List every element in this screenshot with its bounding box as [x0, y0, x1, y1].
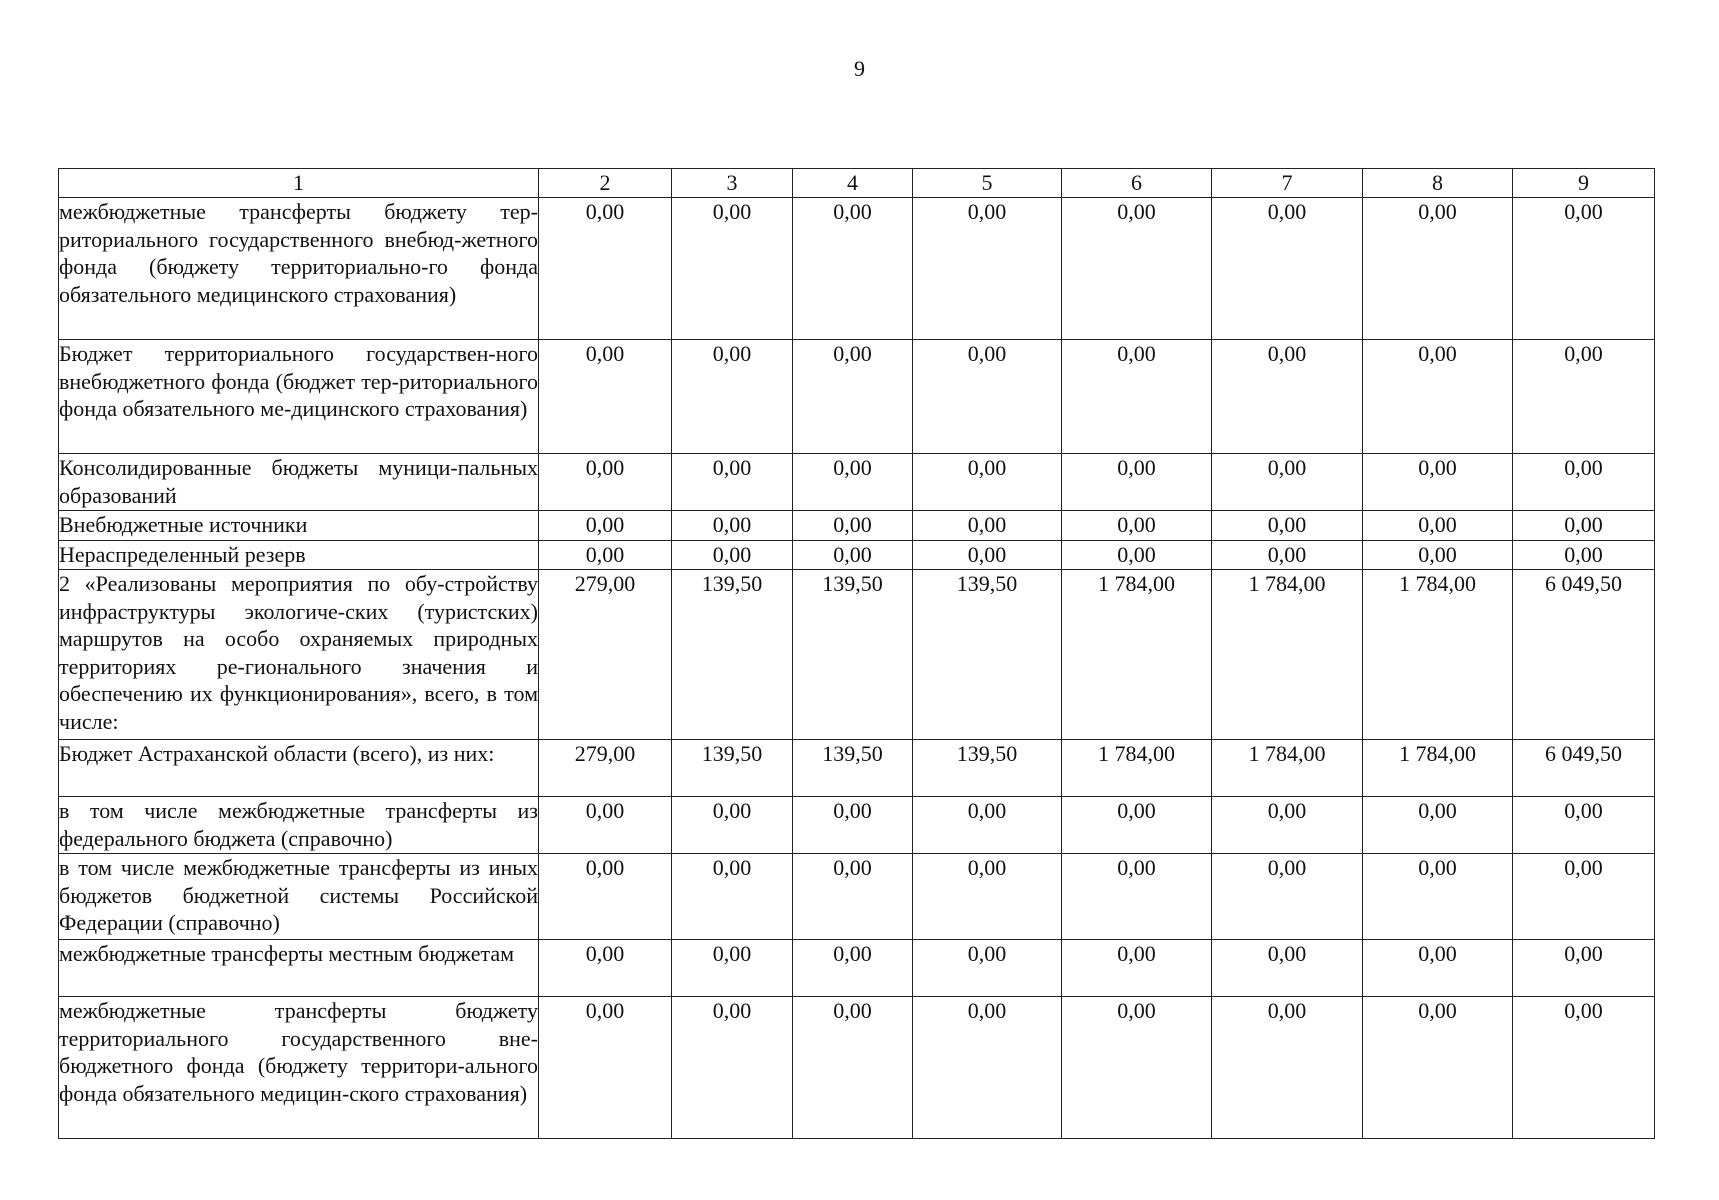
row-label: Бюджет территориального государствен-ного внебюджетного фонда (бюджет тер-риториального фонда обязательного ме-дицинского страхования) [59, 340, 539, 454]
row-value: 0,00 [1062, 511, 1212, 541]
row-value: 0,00 [1513, 797, 1655, 854]
row-value: 0,00 [793, 198, 913, 340]
row-value: 0,00 [1513, 940, 1655, 997]
row-label: межбюджетные трансферты бюджету тер-риториального государственного внебюд-жетного фонда (бюджету территориально-го фонда обязательного медицинского страхования) [59, 198, 539, 340]
budget-table [58, 168, 1655, 1139]
row-value: 0,00 [913, 340, 1062, 454]
row-value: 0,00 [672, 198, 793, 340]
table-row [59, 541, 1655, 570]
row-value: 0,00 [1212, 854, 1363, 940]
row-value: 1 784,00 [1363, 740, 1513, 797]
row-value: 0,00 [913, 511, 1062, 541]
row-value: 0,00 [1513, 454, 1655, 511]
row-value: 139,50 [913, 740, 1062, 797]
row-value: 139,50 [672, 570, 793, 740]
row-value: 0,00 [913, 797, 1062, 854]
row-value: 0,00 [1363, 940, 1513, 997]
row-value: 0,00 [1062, 997, 1212, 1139]
table-row [59, 854, 1655, 940]
row-value: 0,00 [1363, 854, 1513, 940]
row-label: Консолидированные бюджеты муници-пальных образований [59, 454, 539, 511]
row-value: 0,00 [1363, 511, 1513, 541]
row-value: 0,00 [793, 340, 913, 454]
row-value: 0,00 [672, 454, 793, 511]
table-row [59, 940, 1655, 997]
row-value: 6 049,50 [1513, 740, 1655, 797]
row-label: 2 «Реализованы мероприятия по обу-стройству инфраструктуры экологиче-ских (туристских) маршрутов на особо охраняемых природных территориях ре-гионального значения и обеспечению их функционирования», всего, в том числе: [59, 570, 539, 740]
row-value: 0,00 [793, 854, 913, 940]
row-value: 0,00 [793, 940, 913, 997]
row-value: 0,00 [539, 511, 672, 541]
table-row [59, 997, 1655, 1139]
row-label: в том числе межбюджетные трансферты из иных бюджетов бюджетной системы Российской Федерации (справочно) [59, 854, 539, 940]
row-value: 0,00 [913, 454, 1062, 511]
row-label: в том числе межбюджетные трансферты из федерального бюджета (справочно) [59, 797, 539, 854]
row-label: Нераспределенный резерв [59, 541, 539, 570]
row-value: 0,00 [1062, 454, 1212, 511]
row-value: 139,50 [913, 570, 1062, 740]
column-header: 9 [1513, 169, 1655, 198]
row-value: 0,00 [793, 797, 913, 854]
row-value: 0,00 [1363, 797, 1513, 854]
row-value: 0,00 [1513, 997, 1655, 1139]
row-value: 0,00 [1062, 854, 1212, 940]
row-value: 0,00 [1062, 340, 1212, 454]
row-value: 0,00 [539, 198, 672, 340]
row-value: 0,00 [1062, 541, 1212, 570]
row-value: 139,50 [793, 570, 913, 740]
row-value: 0,00 [1513, 198, 1655, 340]
row-value: 0,00 [672, 854, 793, 940]
row-value: 0,00 [793, 997, 913, 1139]
row-value: 0,00 [1062, 940, 1212, 997]
row-value: 0,00 [1212, 997, 1363, 1139]
row-value: 1 784,00 [1062, 740, 1212, 797]
row-value: 279,00 [539, 570, 672, 740]
row-value: 0,00 [539, 454, 672, 511]
row-value: 0,00 [1212, 541, 1363, 570]
row-value: 0,00 [1212, 198, 1363, 340]
row-value: 0,00 [539, 854, 672, 940]
row-value: 139,50 [672, 740, 793, 797]
column-header: 6 [1062, 169, 1212, 198]
row-value: 0,00 [913, 198, 1062, 340]
row-value: 0,00 [1363, 997, 1513, 1139]
row-value: 0,00 [672, 340, 793, 454]
row-value: 0,00 [1212, 797, 1363, 854]
column-header: 8 [1363, 169, 1513, 198]
table-row [59, 740, 1655, 797]
table-row [59, 340, 1655, 454]
row-value: 0,00 [1363, 541, 1513, 570]
row-value: 0,00 [913, 541, 1062, 570]
header-row [59, 169, 1655, 198]
row-value: 0,00 [1363, 340, 1513, 454]
row-value: 6 049,50 [1513, 570, 1655, 740]
row-value: 0,00 [1513, 340, 1655, 454]
row-value: 0,00 [1513, 541, 1655, 570]
table-row [59, 797, 1655, 854]
row-value: 0,00 [1513, 854, 1655, 940]
column-header: 4 [793, 169, 913, 198]
column-header: 7 [1212, 169, 1363, 198]
row-value: 0,00 [672, 997, 793, 1139]
row-value: 0,00 [793, 511, 913, 541]
column-header: 5 [913, 169, 1062, 198]
row-value: 0,00 [1513, 511, 1655, 541]
row-value: 0,00 [672, 541, 793, 570]
row-value: 0,00 [913, 854, 1062, 940]
row-value: 0,00 [539, 797, 672, 854]
row-value: 0,00 [539, 541, 672, 570]
row-value: 0,00 [1212, 940, 1363, 997]
table-row [59, 454, 1655, 511]
column-header: 2 [539, 169, 672, 198]
row-label: Бюджет Астраханской области (всего), из них: [59, 740, 539, 797]
row-value: 0,00 [793, 541, 913, 570]
row-value: 1 784,00 [1212, 740, 1363, 797]
row-label: Внебюджетные источники [59, 511, 539, 541]
table-row [59, 511, 1655, 541]
row-value: 1 784,00 [1363, 570, 1513, 740]
row-value: 0,00 [672, 940, 793, 997]
row-value: 0,00 [672, 797, 793, 854]
page-number: 9 [854, 56, 865, 81]
row-value: 0,00 [1363, 198, 1513, 340]
row-value: 0,00 [539, 340, 672, 454]
row-value: 0,00 [1062, 797, 1212, 854]
table-row [59, 198, 1655, 340]
row-value: 0,00 [539, 940, 672, 997]
column-header: 3 [672, 169, 793, 198]
row-value: 0,00 [672, 511, 793, 541]
row-label: межбюджетные трансферты местным бюджетам [59, 940, 539, 997]
row-value: 1 784,00 [1212, 570, 1363, 740]
row-value: 0,00 [1212, 511, 1363, 541]
table-row [59, 570, 1655, 740]
row-value: 0,00 [1062, 198, 1212, 340]
row-value: 0,00 [1363, 454, 1513, 511]
column-header: 1 [59, 169, 539, 198]
row-label: межбюджетные трансферты бюджету территориального государственного вне-бюджетного фонда (бюджету территори-ального фонда обязательного медицин-ского страхования) [59, 997, 539, 1139]
row-value: 0,00 [913, 997, 1062, 1139]
row-value: 279,00 [539, 740, 672, 797]
row-value: 0,00 [913, 940, 1062, 997]
row-value: 139,50 [793, 740, 913, 797]
row-value: 0,00 [1212, 340, 1363, 454]
row-value: 0,00 [1212, 454, 1363, 511]
row-value: 0,00 [539, 997, 672, 1139]
row-value: 1 784,00 [1062, 570, 1212, 740]
row-value: 0,00 [793, 454, 913, 511]
